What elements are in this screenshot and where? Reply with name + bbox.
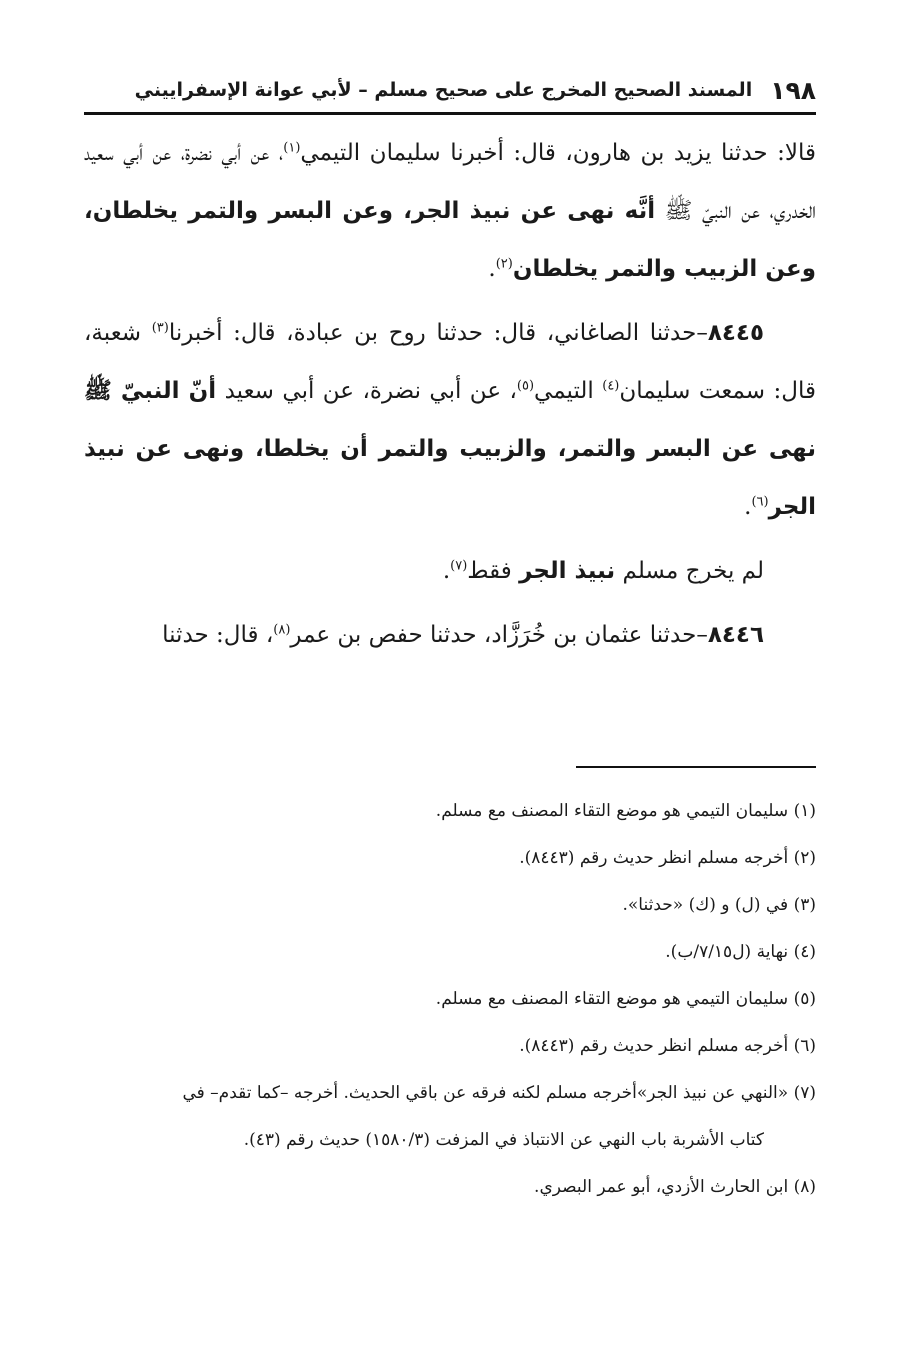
running-header xyxy=(84,70,816,110)
text-run: قالا: حدثنا يزيد بن هارون، قال: أخبرنا سليمان التيمي xyxy=(300,140,816,166)
text-run: لم يخرج مسلم xyxy=(615,558,764,584)
header-title: المسند الصحيح المخرج على صحيح مسلم – لأبي عوانة الإسفراييني xyxy=(134,79,753,101)
text-run: –حدثنا عثمان بن خُرَزَّاد، حدثنا حفص بن عمر xyxy=(290,622,708,648)
text-run: ، قال: حدثنا xyxy=(162,622,274,648)
footnote-ref[interactable]: (٧) xyxy=(450,558,468,574)
footnote-6: (٦) أخرجه مسلم انظر حديث رقم (٨٤٤٣). xyxy=(519,1036,816,1056)
footnotes xyxy=(84,788,816,1211)
text-run: فقط xyxy=(467,558,520,584)
footnote-ref[interactable]: (٣) xyxy=(151,320,169,336)
hadith-number: ٨٤٤٥ xyxy=(707,320,764,346)
footnote-ref[interactable]: (٥) xyxy=(516,378,535,394)
footnote-1: (١) سليمان التيمي هو موضع التقاء المصنف مع مسلم. xyxy=(435,801,816,821)
footnote-4: (٤) نهاية (ل٧/١٥/ب). xyxy=(665,942,816,962)
text-run: ، عن أبي نضرة، عن أبي سعيد xyxy=(216,378,517,404)
footnote-3: (٣) في (ل) و (ك) «حدثنا». xyxy=(622,895,816,915)
page-number: ١٩٨ xyxy=(770,75,816,105)
footnote-ref[interactable]: (٤) xyxy=(602,378,620,394)
paragraph-hadith-8446 xyxy=(84,606,816,664)
footnote-7-continuation: كتاب الأشربة باب النهي عن الانتباذ في المزفت (١٥٨٠/٣) حديث رقم (٤٣). xyxy=(243,1130,764,1150)
hadith-matn: أنّ النبيّ ﷺ نهى عن البسر والتمر، والزبيب والتمر أن يخلطا، ونهى عن نبيذ الجر xyxy=(84,378,816,520)
text-run: التيمي xyxy=(534,378,603,404)
footnote-5: (٥) سليمان التيمي هو موضع التقاء المصنف مع مسلم. xyxy=(435,989,816,1009)
text-run: شعبة، قال: سمعت سليمان xyxy=(84,320,816,404)
text-run: . xyxy=(744,494,752,520)
paragraph-note xyxy=(84,542,816,600)
main-text xyxy=(84,124,816,664)
hadith-matn: أنَّه نهى عن نبيذ الجر، وعن البسر والتمر يخلطان، وعن الزبيب والتمر يخلطان xyxy=(84,198,816,282)
footnote-ref[interactable]: (٦) xyxy=(751,494,769,510)
footnote-ref[interactable]: (٨) xyxy=(273,622,291,638)
text-run: . xyxy=(442,558,451,584)
text-run: ، عن أبي نضرة، عن أبي سعيد الخدري، عن النبيّ ﷺ xyxy=(84,140,816,224)
hadith-number: ٨٤٤٦ xyxy=(707,622,764,648)
footnote-ref[interactable]: (١) xyxy=(283,140,301,156)
header-rule xyxy=(84,112,816,115)
text-run: . xyxy=(488,256,496,282)
footnote-2: (٢) أخرجه مسلم انظر حديث رقم (٨٤٤٣). xyxy=(519,848,816,868)
paragraph-hadith-continuation xyxy=(84,124,816,298)
paragraph-hadith-8445 xyxy=(84,304,816,536)
footnote-rule xyxy=(576,766,816,768)
text-run: –حدثنا الصاغاني، قال: حدثنا روح بن عبادة، قال: أخبرنا xyxy=(168,320,708,346)
footnote-7: (٧) «النهي عن نبيذ الجر»أخرجه مسلم لكنه فرقه عن باقي الحديث. أخرجه –كما تقدم– في xyxy=(182,1083,816,1103)
emphasis: نبيذ الجر xyxy=(519,558,616,584)
footnote-8: (٨) ابن الحارث الأزدي، أبو عمر البصري. xyxy=(534,1177,816,1197)
footnote-ref[interactable]: (٢) xyxy=(495,256,513,272)
